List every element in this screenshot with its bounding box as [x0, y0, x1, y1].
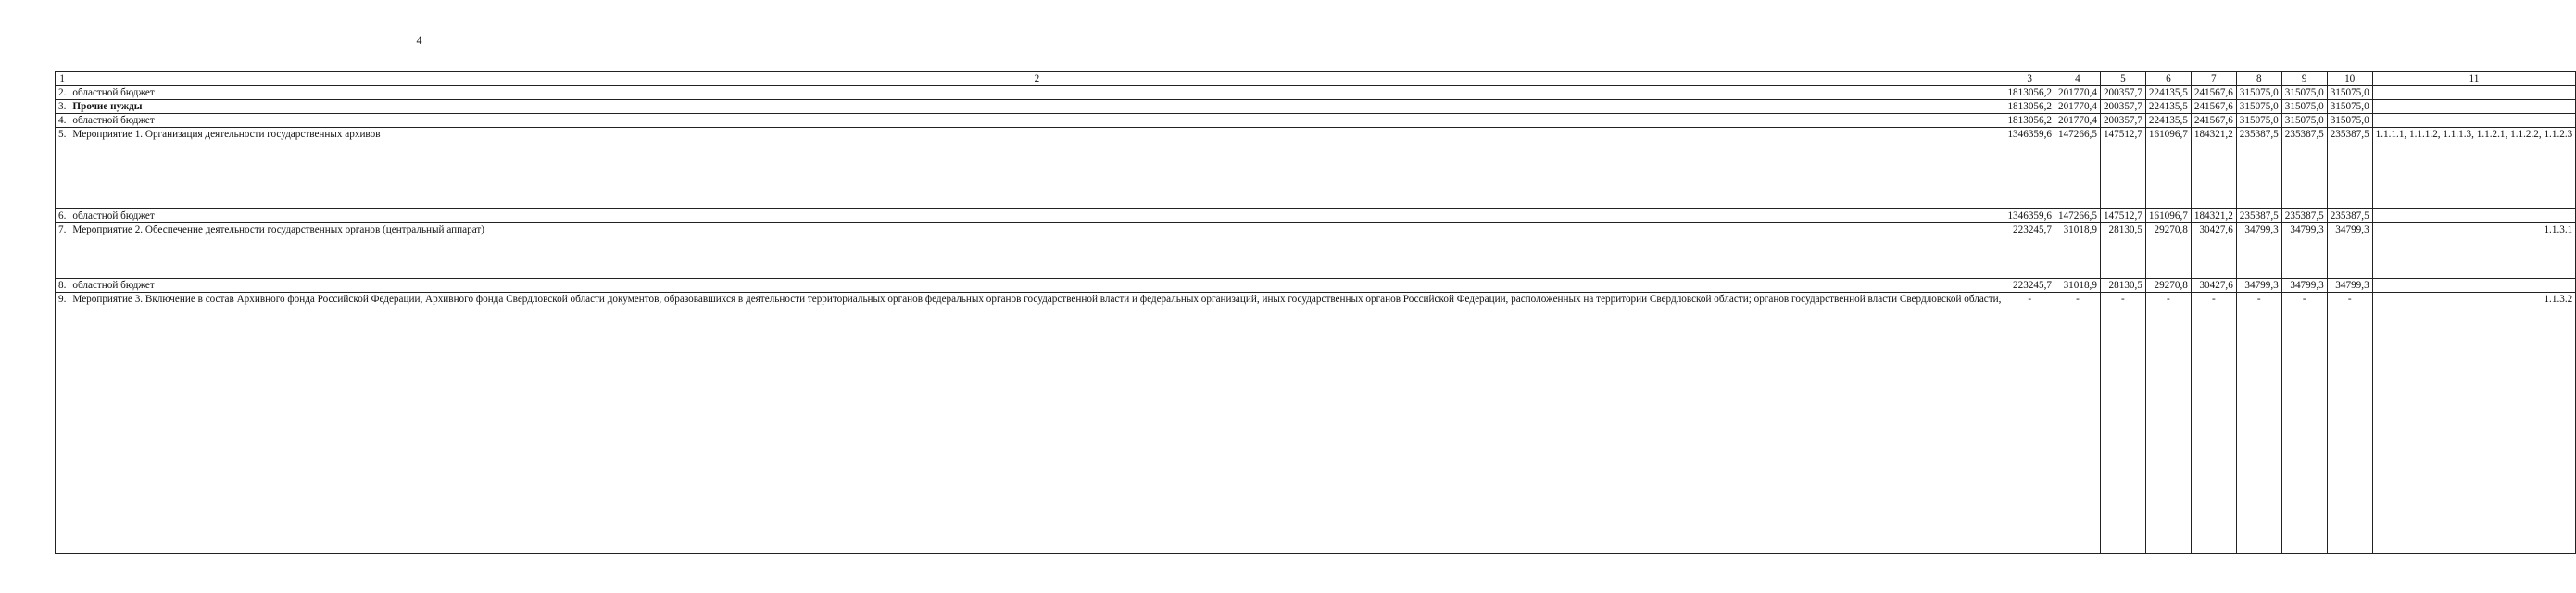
value-cell: 34799,3	[2327, 279, 2372, 293]
row-name: Мероприятие 1. Организация деятельности государственных архивов	[69, 128, 2004, 209]
row-name: областной бюджет	[69, 114, 2004, 128]
header-cell: 8	[2236, 72, 2281, 86]
row-name: областной бюджет	[69, 279, 2004, 293]
value-cell: 200357,7	[2100, 86, 2145, 100]
header-cell: 10	[2327, 72, 2372, 86]
value-cell: 147266,5	[2055, 209, 2100, 223]
value-cell: -	[2145, 293, 2191, 554]
header-cell: 9	[2281, 72, 2327, 86]
value-cell: 147512,7	[2100, 209, 2145, 223]
value-cell: 34799,3	[2236, 279, 2281, 293]
table-row	[56, 114, 2576, 128]
value-cell: -	[2100, 293, 2145, 554]
value-cell: 184321,2	[2191, 209, 2236, 223]
header-cell: 11	[2372, 72, 2576, 86]
value-cell: 28130,5	[2100, 279, 2145, 293]
row-name: Прочие нужды	[69, 100, 2004, 114]
header-cell: 2	[69, 72, 2004, 86]
row-number: 3.	[56, 100, 69, 114]
value-cell: 28130,5	[2100, 223, 2145, 279]
value-cell: 1813056,2	[2004, 114, 2055, 128]
value-cell: 31018,9	[2055, 223, 2100, 279]
value-cell: 201770,4	[2055, 100, 2100, 114]
codes-cell	[2372, 209, 2576, 223]
value-cell: 235387,5	[2281, 209, 2327, 223]
value-cell: 201770,4	[2055, 86, 2100, 100]
table-row	[56, 86, 2576, 100]
value-cell: 31018,9	[2055, 279, 2100, 293]
value-cell: -	[2004, 293, 2055, 554]
value-cell: 315075,0	[2327, 100, 2372, 114]
codes-cell	[2372, 100, 2576, 114]
header-cell: 4	[2055, 72, 2100, 86]
value-cell: 34799,3	[2281, 223, 2327, 279]
header-row	[56, 72, 2576, 86]
header-cell: 3	[2004, 72, 2055, 86]
table-row	[56, 223, 2576, 279]
row-name: областной бюджет	[69, 86, 2004, 100]
codes-cell	[2372, 279, 2576, 293]
row-number: 6.	[56, 209, 69, 223]
codes-cell	[2372, 114, 2576, 128]
row-number: 4.	[56, 114, 69, 128]
value-cell: 161096,7	[2145, 128, 2191, 209]
row-name: Мероприятие 3. Включение в состав Архивного фонда Российской Федерации, Архивного фонда Свердловской области документов, образовавшихся в деятельности территориальных органов федеральных органов государственной власти и федеральных организаций, иных государственных органов Российской Федерации, расположенных на территории Свердловской области; органов государственной власти Свердловской области,	[69, 293, 2004, 554]
value-cell: 34799,3	[2236, 223, 2281, 279]
table-row	[56, 100, 2576, 114]
codes-cell: 1.1.1.1, 1.1.1.2, 1.1.1.3, 1.1.2.1, 1.1.2.2, 1.1.2.3	[2372, 128, 2576, 209]
value-cell: 161096,7	[2145, 209, 2191, 223]
value-cell: 235387,5	[2327, 209, 2372, 223]
row-number: 8.	[56, 279, 69, 293]
value-cell: 30427,6	[2191, 279, 2236, 293]
value-cell: 235387,5	[2236, 209, 2281, 223]
value-cell: 147266,5	[2055, 128, 2100, 209]
value-cell: 315075,0	[2236, 86, 2281, 100]
header-cell: 6	[2145, 72, 2191, 86]
codes-cell: 1.1.3.2	[2372, 293, 2576, 554]
row-number: 7.	[56, 223, 69, 279]
value-cell: 235387,5	[2327, 128, 2372, 209]
value-cell: 315075,0	[2281, 100, 2327, 114]
row-number: 2.	[56, 86, 69, 100]
value-cell: 315075,0	[2281, 86, 2327, 100]
value-cell: 235387,5	[2236, 128, 2281, 209]
value-cell: 223245,7	[2004, 279, 2055, 293]
value-cell: 34799,3	[2327, 223, 2372, 279]
codes-cell: 1.1.3.1	[2372, 223, 2576, 279]
value-cell: 241567,6	[2191, 86, 2236, 100]
value-cell: 241567,6	[2191, 114, 2236, 128]
value-cell: 147512,7	[2100, 128, 2145, 209]
value-cell: 223245,7	[2004, 223, 2055, 279]
value-cell: -	[2055, 293, 2100, 554]
header-cell: 5	[2100, 72, 2145, 86]
value-cell: 1346359,6	[2004, 128, 2055, 209]
value-cell: 315075,0	[2281, 114, 2327, 128]
table-row	[56, 128, 2576, 209]
value-cell: 200357,7	[2100, 100, 2145, 114]
value-cell: 235387,5	[2281, 128, 2327, 209]
row-number: 9.	[56, 293, 69, 554]
header-cell: 7	[2191, 72, 2236, 86]
value-cell: 315075,0	[2236, 100, 2281, 114]
value-cell: 201770,4	[2055, 114, 2100, 128]
value-cell: -	[2327, 293, 2372, 554]
value-cell: 1813056,2	[2004, 100, 2055, 114]
value-cell: 315075,0	[2236, 114, 2281, 128]
value-cell: 315075,0	[2327, 114, 2372, 128]
value-cell: 224135,5	[2145, 86, 2191, 100]
row-number: 5.	[56, 128, 69, 209]
row-name: областной бюджет	[69, 209, 2004, 223]
table-row	[56, 209, 2576, 223]
value-cell: 29270,8	[2145, 279, 2191, 293]
row-name: Мероприятие 2. Обеспечение деятельности государственных органов (центральный аппарат)	[69, 223, 2004, 279]
budget-table	[55, 71, 2576, 554]
value-cell: 1346359,6	[2004, 209, 2055, 223]
header-cell: 1	[56, 72, 69, 86]
value-cell: 29270,8	[2145, 223, 2191, 279]
value-cell: -	[2281, 293, 2327, 554]
value-cell: 200357,7	[2100, 114, 2145, 128]
page-number: 4	[416, 33, 422, 46]
codes-cell	[2372, 86, 2576, 100]
table-row	[56, 293, 2576, 554]
value-cell: -	[2191, 293, 2236, 554]
table-row	[56, 279, 2576, 293]
value-cell: 30427,6	[2191, 223, 2236, 279]
value-cell: 224135,5	[2145, 100, 2191, 114]
value-cell: 224135,5	[2145, 114, 2191, 128]
value-cell: 1813056,2	[2004, 86, 2055, 100]
value-cell: 184321,2	[2191, 128, 2236, 209]
value-cell: -	[2236, 293, 2281, 554]
value-cell: 34799,3	[2281, 279, 2327, 293]
value-cell: 241567,6	[2191, 100, 2236, 114]
value-cell: 315075,0	[2327, 86, 2372, 100]
